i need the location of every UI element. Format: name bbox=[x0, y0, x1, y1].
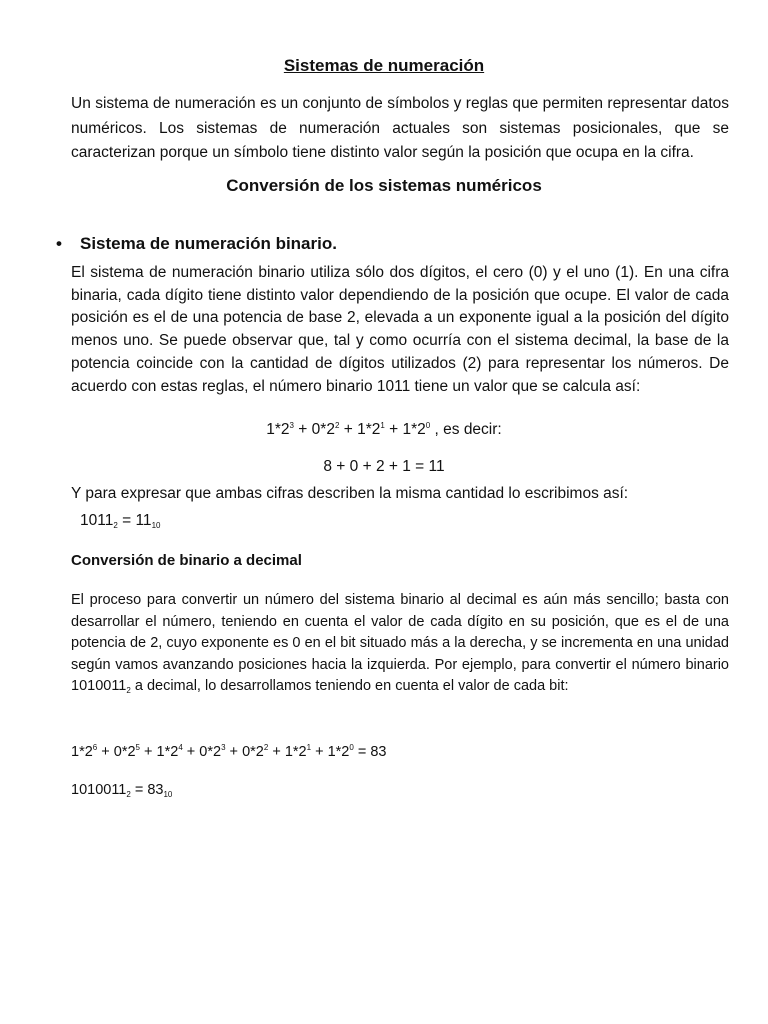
same-quantity-text: Y para expresar que ambas cifras describen la misma cantidad lo escribimos así: bbox=[71, 485, 629, 502]
bullet-icon: • bbox=[56, 234, 62, 253]
bin-to-dec-heading: Conversión de binario a decimal bbox=[71, 552, 302, 569]
equivalence-1011: $1011_2 = 11_{10}$ bbox=[80, 512, 161, 530]
document-title: Sistemas de numeración bbox=[283, 56, 485, 75]
formula-term: $1*2^3$ + bbox=[266, 421, 312, 438]
conversion-heading: Conversión de los sistemas numéricos bbox=[226, 176, 542, 195]
binary-heading: Sistema de numeración binario. bbox=[80, 234, 337, 253]
process-paragraph: El proceso para convertir un número del sistema binario al decimal es aún más sencillo; basta con desarrollar el número, teniendo en cuenta el valor de cada dígito en su posición, que es el de una potencia de 2, cuyo exponente es 0 en el bit situado más a la derecha, y se incrementa en una unidad según vamos avanzando posiciones hacia la izquierda. Por ejemplo, para convertir el número binario $1010011_2$ a decimal, lo desarrollamos teniendo en cuenta el valor de cada bit: bbox=[71, 592, 729, 696]
formula-sum: 8 + 0 + 2 + 1 = 11 bbox=[323, 458, 445, 475]
formula-term: $1*2^0$ , es decir: bbox=[402, 421, 502, 438]
formula-term: $1*2^6$ + bbox=[71, 743, 114, 760]
formula-1010011-expansion bbox=[71, 744, 386, 760]
binary-bullet-item bbox=[56, 234, 337, 254]
formula-term: $1*2^1$ + bbox=[284, 743, 328, 760]
formula-term: $1*2^4$ + bbox=[156, 743, 200, 760]
formula-term: $1*2^1$ + bbox=[357, 421, 403, 438]
formula-term: $1*2^0 = 83$ bbox=[327, 743, 387, 760]
formula-term: $0*2^2$ + bbox=[311, 421, 358, 438]
formula-term: $0*2^3$ + bbox=[199, 743, 243, 760]
formula-1011-expansion bbox=[0, 421, 768, 439]
binary-paragraph: El sistema de numeración binario utiliza sólo dos dígitos, el cero (0) y el uno (1). En una cifra binaria, cada dígito tiene distinto valor dependiendo de la posición que ocupe. El valor de cada posición es el de una potencia de base 2, elevada a un exponente igual a la posición del dígito menos uno. Se puede observar que, tal y como ocurría con el sistema decimal, la base de la potencia coincide con la cantidad de dígitos utilizados (2) para representar los números. De acuerdo con estas reglas, el número binario 1011 tiene un valor que se calcula así: bbox=[71, 264, 729, 395]
intro-paragraph: Un sistema de numeración es un conjunto de símbolos y reglas que permiten representar datos numéricos. Los sistemas de numeración actuales son sistemas posicionales, que se caracterizan porque un símbolo tiene distinto valor según la posición que ocupa en la cifra. bbox=[71, 95, 729, 161]
formula-term: $0*2^5$ + bbox=[113, 743, 157, 760]
formula-term: $0*2^2$ + bbox=[242, 743, 285, 760]
equivalence-1010011: $1010011_2 = 83_{10}$ bbox=[71, 782, 173, 799]
